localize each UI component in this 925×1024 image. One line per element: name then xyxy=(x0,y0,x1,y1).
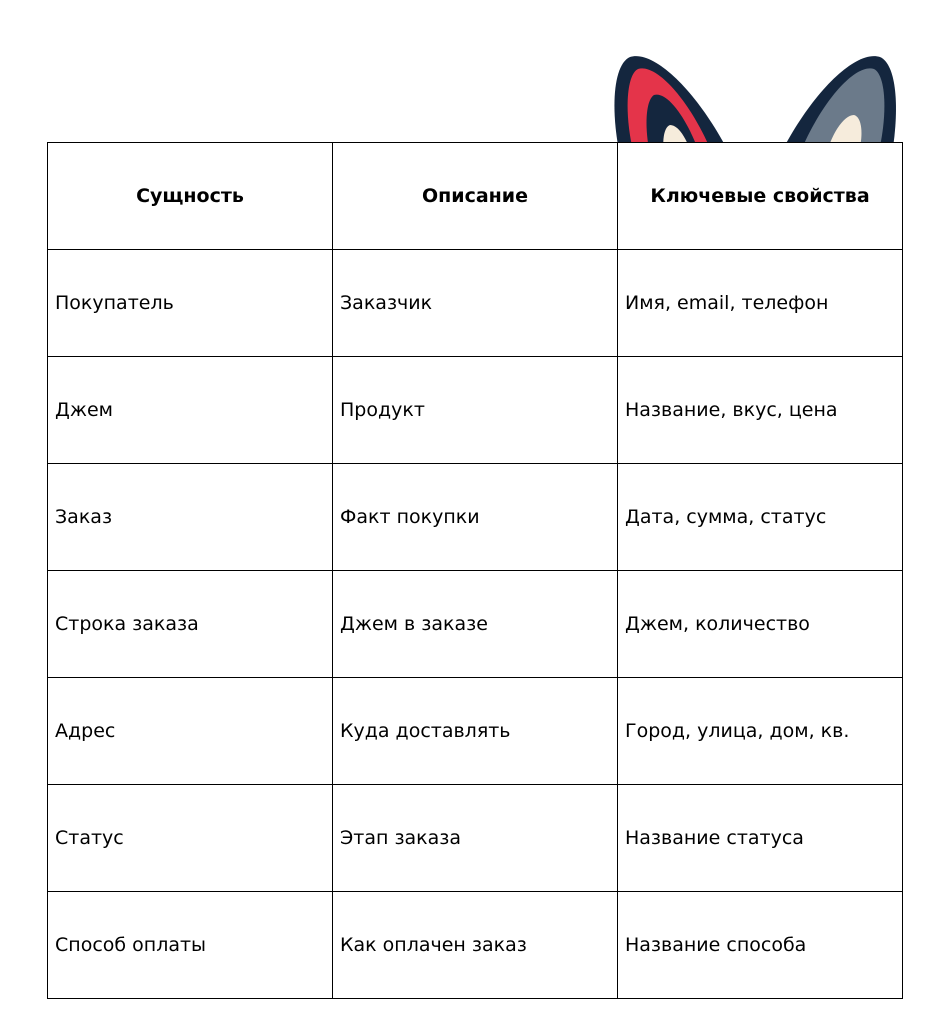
cell-description: Заказчик xyxy=(333,250,618,357)
cat-ears-icon xyxy=(600,45,910,145)
cell-description: Этап заказа xyxy=(333,785,618,892)
cell-entity: Заказ xyxy=(48,464,333,571)
cell-entity: Строка заказа xyxy=(48,571,333,678)
left-ear-icon xyxy=(614,56,730,145)
table-row xyxy=(48,892,903,999)
cell-description: Джем в заказе xyxy=(333,571,618,678)
cell-key-properties: Название, вкус, цена xyxy=(618,357,903,464)
cell-key-properties: Название способа xyxy=(618,892,903,999)
cell-description: Куда доставлять xyxy=(333,678,618,785)
cell-key-properties: Джем, количество xyxy=(618,571,903,678)
table-row xyxy=(48,785,903,892)
cell-key-properties: Дата, сумма, статус xyxy=(618,464,903,571)
cell-key-properties: Город, улица, дом, кв. xyxy=(618,678,903,785)
table-row xyxy=(48,250,903,357)
cell-key-properties: Имя, email, телефон xyxy=(618,250,903,357)
table-row xyxy=(48,678,903,785)
cell-entity: Покупатель xyxy=(48,250,333,357)
cell-entity: Адрес xyxy=(48,678,333,785)
table-header-row xyxy=(48,143,903,250)
cell-key-properties: Название статуса xyxy=(618,785,903,892)
cell-description: Продукт xyxy=(333,357,618,464)
cell-entity: Способ оплаты xyxy=(48,892,333,999)
table-row xyxy=(48,357,903,464)
table-row xyxy=(48,464,903,571)
header-description: Описание xyxy=(333,143,618,250)
header-entity: Сущность xyxy=(48,143,333,250)
table-row xyxy=(48,571,903,678)
cell-description: Как оплачен заказ xyxy=(333,892,618,999)
cell-entity: Статус xyxy=(48,785,333,892)
cell-entity: Джем xyxy=(48,357,333,464)
cell-description: Факт покупки xyxy=(333,464,618,571)
header-key-properties: Ключевые свойства xyxy=(618,143,903,250)
right-ear-icon xyxy=(780,56,896,145)
entity-table xyxy=(47,142,903,999)
